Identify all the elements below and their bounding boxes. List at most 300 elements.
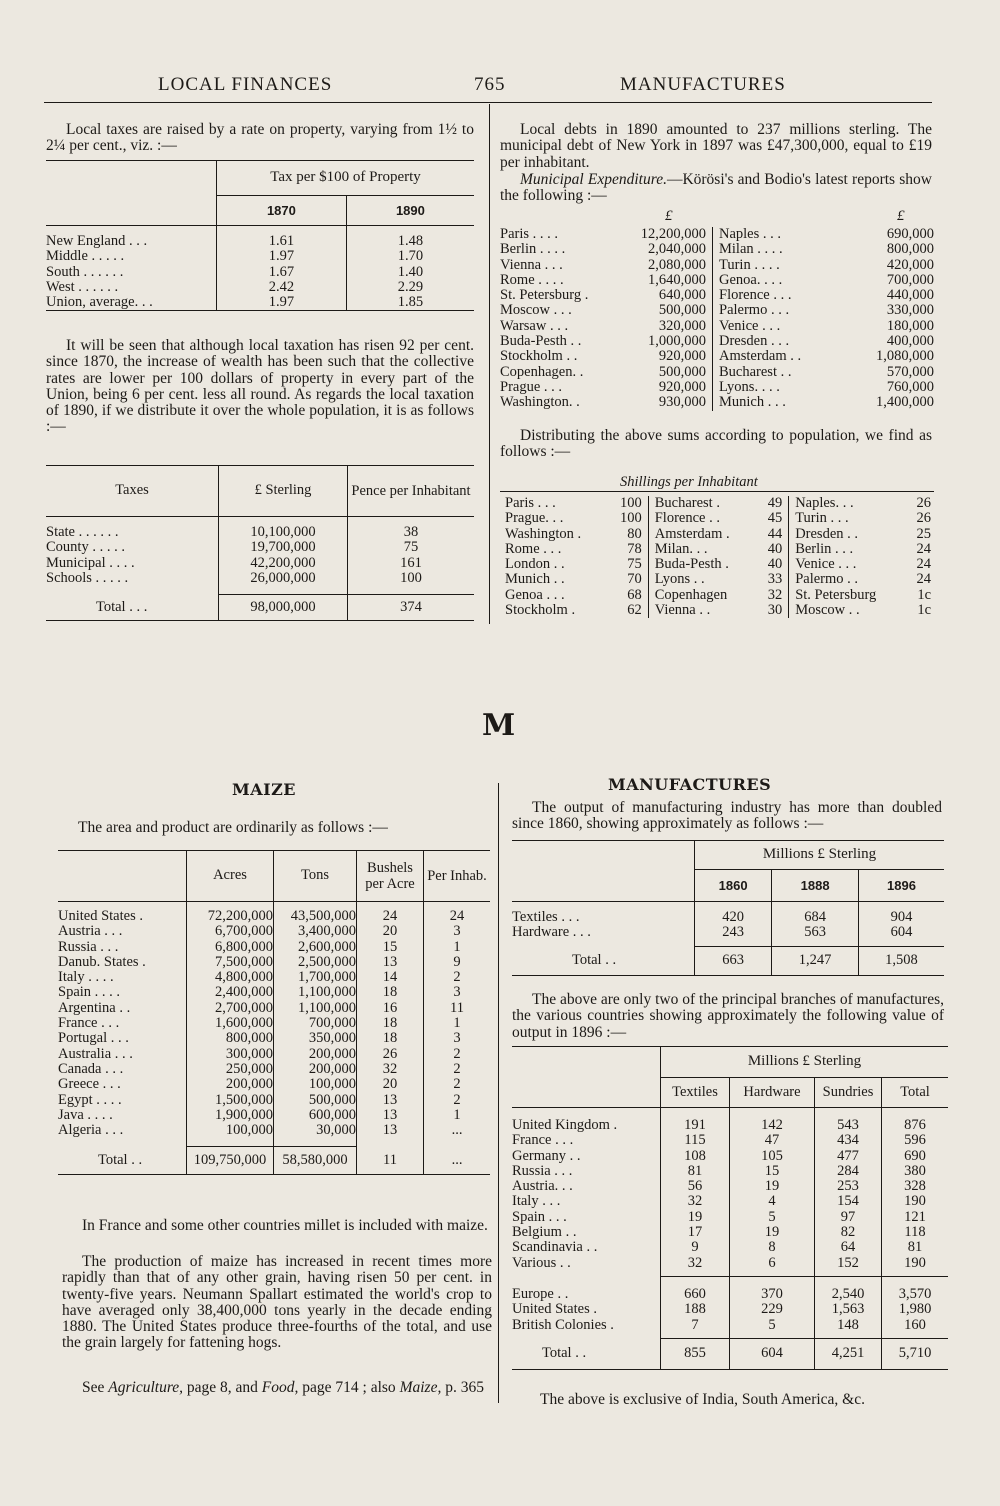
total-value: 81: [882, 1240, 949, 1255]
city-name: Stockholm . .: [500, 348, 578, 365]
table-row: [500, 273, 934, 288]
maize-paragraph-2: The production of maize has increased in recent times more rapidly than that of any other grain, having risen 50 per cent. in twenty-five years. Neumann Spallart estimated the world's crop to have averaged only 38,400,000 tons yearly in the decade ending 1880. The United States produce three-fourths of the total, and use the grain largely for fattening hogs.: [62, 1253, 492, 1352]
manufactures-countries-table: [512, 1046, 948, 1370]
bushels-value: 13: [357, 955, 424, 970]
currency-symbol-left: £: [665, 208, 673, 224]
table-row: South . . . . . . 1.67 1.40: [46, 265, 474, 280]
city-name: Copenhagen: [648, 588, 760, 603]
shillings-value: 49: [767, 495, 783, 511]
per-inhab-value: 3: [424, 1031, 491, 1046]
hardware-value: 6: [730, 1256, 815, 1271]
table-row: [512, 1164, 948, 1179]
table-row: [512, 1318, 948, 1333]
country-name: Argentina . .: [58, 999, 131, 1016]
shillings-value: 62: [627, 602, 642, 619]
shillings-value: 26: [916, 495, 931, 511]
header-rule: [44, 102, 932, 103]
millions-header: Millions £ Sterling: [695, 841, 945, 870]
total-value: 118: [882, 1225, 949, 1240]
table-row: Hardware . . . 243 563 604: [512, 925, 944, 940]
tons-value: 700,000: [274, 1016, 357, 1031]
per-inhab-value: 1: [424, 1016, 491, 1031]
local-debts-paragraph: Local debts in 1890 amounted to 237 millions sterling. The municipal debt of New York in 1897 was £47,300,000, equal to £19 per inhabitant.: [500, 121, 932, 171]
city-name: Genoa . . .: [505, 586, 565, 603]
table-row: [500, 349, 934, 364]
shillings-value: 1c: [917, 602, 931, 619]
total-value: 690: [882, 1149, 949, 1164]
sundries-value: 82: [815, 1225, 882, 1240]
amount: 1,400,000: [876, 394, 934, 411]
city-name: Lyons. . . .: [713, 380, 847, 395]
tons-value: 200,000: [274, 1062, 357, 1077]
amount: 930,000: [658, 394, 706, 411]
table-row: [512, 1194, 948, 1209]
sundries-value: 477: [815, 1149, 882, 1164]
city-name: Paris . . .: [505, 495, 556, 511]
city-name: Amsterdam . .: [713, 349, 847, 364]
table-row: [512, 1210, 948, 1225]
table-row: [58, 1031, 490, 1046]
total-value: 876: [882, 1118, 949, 1133]
amount: 570,000: [886, 363, 934, 380]
shillings-value: 44: [767, 525, 783, 542]
per-inhab-value: 11: [424, 1001, 491, 1016]
bushels-value: 16: [357, 1001, 424, 1016]
city-name: Prague . . .: [500, 378, 563, 395]
hardware-value: 105: [730, 1149, 815, 1164]
sundries-value: 543: [815, 1118, 882, 1133]
city-name: Florence . .: [648, 511, 760, 526]
country-name: Italy . . .: [512, 1193, 561, 1210]
amount: 420,000: [886, 256, 934, 273]
table-row: [500, 258, 934, 273]
table-row: [500, 395, 934, 410]
shillings-value: 45: [767, 510, 783, 527]
country-name: Spain . . .: [512, 1208, 567, 1225]
bushels-value: 18: [357, 985, 424, 1000]
city-name: Washington. .: [500, 394, 580, 411]
shillings-value: 68: [627, 586, 642, 603]
city-name: Stockholm .: [505, 602, 576, 619]
year-header: 1860: [695, 869, 772, 902]
total-value: 121: [882, 1210, 949, 1225]
hardware-value: 5: [730, 1318, 815, 1333]
city-name: Florence . . .: [713, 288, 847, 303]
bushels-value: 13: [357, 1093, 424, 1108]
shillings-value: 24: [916, 556, 931, 573]
bushels-value: 14: [357, 970, 424, 985]
acres-value: 6,700,000: [187, 924, 274, 939]
textiles-value: 17: [661, 1225, 730, 1240]
acres-value: 2,400,000: [187, 985, 274, 1000]
amount: 1,080,000: [876, 348, 934, 365]
city-name: Rome . . .: [505, 540, 562, 557]
local-taxes-intro: Local taxes are raised by a rate on property, varying from 1½ to 2¼ per cent., viz. :—: [46, 121, 474, 155]
amount: 800,000: [886, 241, 934, 258]
amount: 330,000: [886, 302, 934, 319]
table-row: [500, 319, 934, 334]
table-row: [500, 365, 934, 380]
tax-rate-table: [46, 160, 474, 311]
city-name: Berlin . . . .: [500, 241, 566, 258]
total-value: 328: [882, 1179, 949, 1194]
city-name: Dresden . .: [789, 527, 909, 542]
per-inhab-value: 2: [424, 1093, 491, 1108]
amount: 1,640,000: [648, 271, 706, 288]
maize-title: MAIZE: [232, 780, 296, 799]
tons-header: Tons: [274, 851, 357, 902]
country-name: Italy . . . .: [58, 969, 114, 986]
table-row: [500, 334, 934, 349]
table-row: Schools . . . . . 26,000,000 100: [46, 571, 474, 586]
column-divider-bottom: [498, 783, 499, 1403]
bushels-value: 15: [357, 940, 424, 955]
country-name: Europe . .: [512, 1285, 569, 1302]
hardware-value: 15: [730, 1164, 815, 1179]
table-row: [58, 985, 490, 1000]
city-name: Genoa. . . .: [713, 273, 847, 288]
hardware-value: 47: [730, 1133, 815, 1148]
table-row: [58, 955, 490, 970]
shillings-value: 70: [627, 571, 642, 588]
year-header: 1896: [858, 869, 944, 902]
sundries-value: 152: [815, 1256, 882, 1271]
shillings-header: Shillings per Inhabitant: [620, 474, 758, 490]
shillings-rule: [500, 491, 934, 492]
sundries-value: 1,563: [815, 1302, 882, 1317]
per-inhab-value: 2: [424, 970, 491, 985]
table-row: [58, 1062, 490, 1077]
table-row: West . . . . . . 2.42 2.29: [46, 280, 474, 295]
manufactures-title: MANUFACTURES: [608, 775, 772, 794]
sundries-value: 154: [815, 1194, 882, 1209]
city-name: Washington .: [505, 525, 582, 542]
amount: 12,200,000: [640, 226, 706, 242]
table-row: [58, 1016, 490, 1031]
table-row: Union, average. . . 1.97 1.85: [46, 295, 474, 311]
bushels-value: 13: [357, 1123, 424, 1138]
city-name: Buda-Pesth . .: [500, 333, 582, 350]
year-header: 1888: [772, 869, 859, 902]
acres-value: 250,000: [187, 1062, 274, 1077]
textiles-value: 81: [661, 1164, 730, 1179]
maize-see-also: See Agriculture, page 8, and Food, page 714 ; also Maize, p. 365: [82, 1379, 484, 1396]
table-row: [512, 1149, 948, 1164]
bushels-value: 20: [357, 924, 424, 939]
country-name: France . . .: [512, 1132, 574, 1149]
hardware-value: 370: [730, 1287, 815, 1302]
amount: 920,000: [658, 378, 706, 395]
acres-value: 1,900,000: [187, 1108, 274, 1123]
acres-value: 4,800,000: [187, 970, 274, 985]
city-name: Bucharest .: [648, 496, 760, 511]
table-row: [58, 924, 490, 939]
textiles-value: 660: [661, 1287, 730, 1302]
table-row: [512, 1179, 948, 1194]
tons-value: 2,500,000: [274, 955, 357, 970]
country-name: Egypt . . . .: [58, 1091, 122, 1108]
textiles-value: 32: [661, 1256, 730, 1271]
city-name: Naples. . .: [789, 496, 909, 511]
city-name: Berlin . . .: [789, 542, 909, 557]
table-row: [512, 1240, 948, 1255]
sundries-header: Sundries: [815, 1077, 882, 1108]
amount: 690,000: [886, 226, 934, 242]
city-name: St. Petersburg .: [500, 287, 589, 304]
city-name: Warsaw . . .: [500, 317, 569, 334]
city-name: Vienna . .: [648, 603, 760, 618]
city-name: Moscow . . .: [500, 302, 572, 319]
tons-value: 3,400,000: [274, 924, 357, 939]
per-inhab-value: 2: [424, 1047, 491, 1062]
amount: 400,000: [886, 333, 934, 350]
sterling-header: £ Sterling: [219, 466, 348, 517]
table-row: [512, 1118, 948, 1133]
city-name: Milan . . . .: [713, 242, 847, 257]
tons-value: 100,000: [274, 1077, 357, 1092]
sundries-value: 2,540: [815, 1287, 882, 1302]
table-row: [500, 303, 934, 318]
table-row: [512, 1287, 948, 1302]
total-value: 3,570: [882, 1287, 949, 1302]
municipal-expenditure-paragraph: Municipal Expenditure.—Körösi's and Bodio's latest reports show the following :—: [500, 171, 932, 205]
tons-value: 200,000: [274, 1047, 357, 1062]
city-name: Dresden . . .: [713, 334, 847, 349]
hardware-value: 8: [730, 1240, 815, 1255]
country-name: Various . .: [512, 1254, 571, 1271]
city-name: St. Petersburg: [789, 588, 909, 603]
country-name: Greece . . .: [58, 1076, 121, 1093]
tons-value: 1,100,000: [274, 1001, 357, 1016]
bushels-value: 18: [357, 1031, 424, 1046]
shillings-value: 24: [916, 571, 931, 588]
maize-paragraph-1: In France and some other countries millet is included with maize.: [82, 1217, 488, 1234]
city-name: Rome . . . .: [500, 271, 564, 288]
shillings-value: 26: [916, 510, 931, 527]
tax-rate-group-header: Tax per $100 of Property: [217, 161, 475, 196]
shillings-value: 80: [627, 525, 642, 542]
maize-table: [58, 850, 490, 1175]
maize-intro: The area and product are ordinarily as follows :—: [78, 819, 388, 836]
table-row: [505, 527, 937, 542]
acres-value: 72,200,000: [187, 909, 274, 924]
table-row: [512, 1302, 948, 1317]
country-name: Austria. . .: [512, 1178, 573, 1195]
shillings-value: 100: [619, 510, 642, 527]
table-row: [505, 496, 937, 511]
manufactures-intro: The output of manufacturing industry has more than doubled since 1860, showing approximately as follows :—: [512, 799, 942, 833]
amount: 500,000: [658, 302, 706, 319]
amount: 320,000: [658, 317, 706, 334]
shillings-value: 75: [627, 556, 642, 573]
year-1870-header: 1870: [217, 195, 347, 226]
table-row: [58, 1123, 490, 1138]
amount: 1,000,000: [648, 333, 706, 350]
textiles-value: 191: [661, 1118, 730, 1133]
table-row: [500, 380, 934, 395]
local-taxes-paragraph: It will be seen that although local taxation has risen 92 per cent. since 1870, the increase of wealth has been such that the collective rates are lower per 100 dollars of property in every part of the Union, being 6 per cent. less all round. As regards the local taxation of 1890, if we distribute it over the whole population, it is as follows :—: [46, 337, 474, 436]
table-row: [58, 1077, 490, 1092]
distribution-paragraph: Distributing the above sums according to population, we find as follows :—: [500, 427, 932, 461]
city-name: Lyons . .: [648, 572, 760, 587]
total-value: 380: [882, 1164, 949, 1179]
total-value: 1,980: [882, 1302, 949, 1317]
city-name: Naples . . .: [713, 227, 847, 242]
per-inhab-value: 9: [424, 955, 491, 970]
bushels-value: 26: [357, 1047, 424, 1062]
country-name: Algeria . . .: [58, 1122, 124, 1139]
table-row: [58, 909, 490, 924]
city-name: Turin . . .: [789, 511, 909, 526]
total-header: Total: [882, 1077, 949, 1108]
section-letter: M: [482, 708, 516, 743]
manufactures-paragraph-2: The above are only two of the principal branches of manufactures, the various countries showing approximately the following value of output in 1896 :—: [512, 991, 944, 1041]
tons-value: 1,700,000: [274, 970, 357, 985]
acres-value: 800,000: [187, 1031, 274, 1046]
amount: 920,000: [658, 348, 706, 365]
tons-value: 500,000: [274, 1093, 357, 1108]
amount: 760,000: [886, 378, 934, 395]
table-row: [58, 1093, 490, 1108]
country-name: Australia . . .: [58, 1045, 133, 1062]
sundries-value: 284: [815, 1164, 882, 1179]
table-row: [505, 603, 937, 618]
per-inhab-value: 1: [424, 940, 491, 955]
total-row: Total . . 663 1,247 1,508: [512, 947, 944, 976]
taxes-header: Taxes: [46, 466, 219, 517]
country-name: Austria . . .: [58, 923, 123, 940]
sundries-value: 434: [815, 1133, 882, 1148]
amount: 500,000: [658, 363, 706, 380]
acres-value: 100,000: [187, 1123, 274, 1138]
textiles-value: 108: [661, 1149, 730, 1164]
country-name: Portugal . . .: [58, 1030, 129, 1047]
table-row: [505, 588, 937, 603]
running-head-right: MANUFACTURES: [620, 74, 786, 95]
table-row: [58, 940, 490, 955]
city-name: Milan. . .: [648, 542, 760, 557]
per-inhab-value: 3: [424, 924, 491, 939]
textiles-value: 188: [661, 1302, 730, 1317]
column-divider-top: [489, 104, 490, 624]
country-name: Scandinavia . .: [512, 1239, 598, 1256]
table-row: [505, 511, 937, 526]
city-name: Munich . . .: [713, 395, 847, 410]
table-row: Middle . . . . . 1.97 1.70: [46, 249, 474, 264]
table-row: [58, 1001, 490, 1016]
per-inhab-value: 3: [424, 985, 491, 1000]
textiles-value: 7: [661, 1318, 730, 1333]
bushels-value: 18: [357, 1016, 424, 1031]
acres-header: Acres: [187, 851, 274, 902]
amount: 440,000: [886, 287, 934, 304]
table-row: [505, 542, 937, 557]
total-value: 190: [882, 1194, 949, 1209]
shillings-value: 30: [767, 602, 783, 619]
textiles-value: 32: [661, 1194, 730, 1209]
tons-value: 350,000: [274, 1031, 357, 1046]
currency-symbol-right: £: [897, 208, 905, 224]
hardware-value: 19: [730, 1179, 815, 1194]
acres-value: 7,500,000: [187, 955, 274, 970]
country-name: Spain . . . .: [58, 984, 121, 1001]
country-name: Java . . . .: [58, 1106, 113, 1123]
country-name: Germany . .: [512, 1147, 581, 1164]
city-name: Bucharest . .: [713, 365, 847, 380]
table-row: New England . . . 1.61 1.48: [46, 234, 474, 249]
table-row: [512, 1225, 948, 1240]
shillings-value: 1c: [917, 586, 931, 603]
shillings-value: 25: [916, 525, 931, 542]
acres-value: 300,000: [187, 1047, 274, 1062]
country-name: United States .: [512, 1301, 597, 1318]
per-inhab-value: 24: [424, 909, 491, 924]
table-row: County . . . . . 19,700,000 75: [46, 540, 474, 555]
table-row: [512, 1256, 948, 1271]
country-name: Danub. States .: [58, 953, 146, 970]
manufactures-footer-note: The above is exclusive of India, South America, &c.: [540, 1391, 865, 1408]
hardware-value: 142: [730, 1118, 815, 1133]
country-name: United Kingdom .: [512, 1117, 618, 1133]
city-name: Venice . . .: [713, 319, 847, 334]
city-name: Turin . . . .: [713, 258, 847, 273]
city-name: London . .: [505, 556, 565, 573]
shillings-value: 100: [619, 495, 642, 511]
city-name: Munich . .: [505, 571, 565, 588]
hardware-value: 229: [730, 1302, 815, 1317]
bushels-value: 32: [357, 1062, 424, 1077]
table-row: [500, 227, 934, 242]
shillings-value: 24: [916, 540, 931, 557]
tons-value: 600,000: [274, 1108, 357, 1123]
per-inhab-value: 2: [424, 1062, 491, 1077]
total-row: Total . . . 98,000,000 374: [46, 594, 474, 621]
textiles-value: 56: [661, 1179, 730, 1194]
amount: 640,000: [658, 287, 706, 304]
bushels-value: 20: [357, 1077, 424, 1092]
bushels-header: Bushels per Acre: [357, 851, 424, 902]
table-row: [58, 1108, 490, 1123]
city-name: Prague. . .: [505, 510, 564, 527]
shillings-value: 78: [627, 540, 642, 557]
running-head-left: LOCAL FINANCES: [158, 74, 333, 95]
textiles-value: 19: [661, 1210, 730, 1225]
total-value: 160: [882, 1318, 949, 1333]
city-name: Palermo . .: [789, 572, 909, 587]
amount: 180,000: [886, 317, 934, 334]
sundries-value: 64: [815, 1240, 882, 1255]
amount: 700,000: [886, 271, 934, 288]
city-name: Buda-Pesth .: [648, 557, 760, 572]
table-row: [512, 1133, 948, 1148]
city-name: Vienna . . .: [500, 256, 563, 273]
pence-header: Pence per Inhabitant: [348, 466, 475, 517]
millions-header-2: Millions £ Sterling: [661, 1047, 949, 1078]
bushels-value: 13: [357, 1108, 424, 1123]
shillings-value: 40: [767, 540, 783, 557]
total-row: Total . . 109,750,000 58,580,000 11 ...: [58, 1146, 490, 1175]
country-name: British Colonies .: [512, 1316, 614, 1333]
page-number: 765: [474, 74, 506, 95]
table-row: [500, 288, 934, 303]
city-name: Venice . . .: [789, 557, 909, 572]
sundries-value: 148: [815, 1318, 882, 1333]
year-1890-header: 1890: [346, 195, 474, 226]
hardware-header: Hardware: [730, 1077, 815, 1108]
tons-value: 30,000: [274, 1123, 357, 1138]
total-value: 190: [882, 1256, 949, 1271]
city-name: Copenhagen. .: [500, 363, 584, 380]
